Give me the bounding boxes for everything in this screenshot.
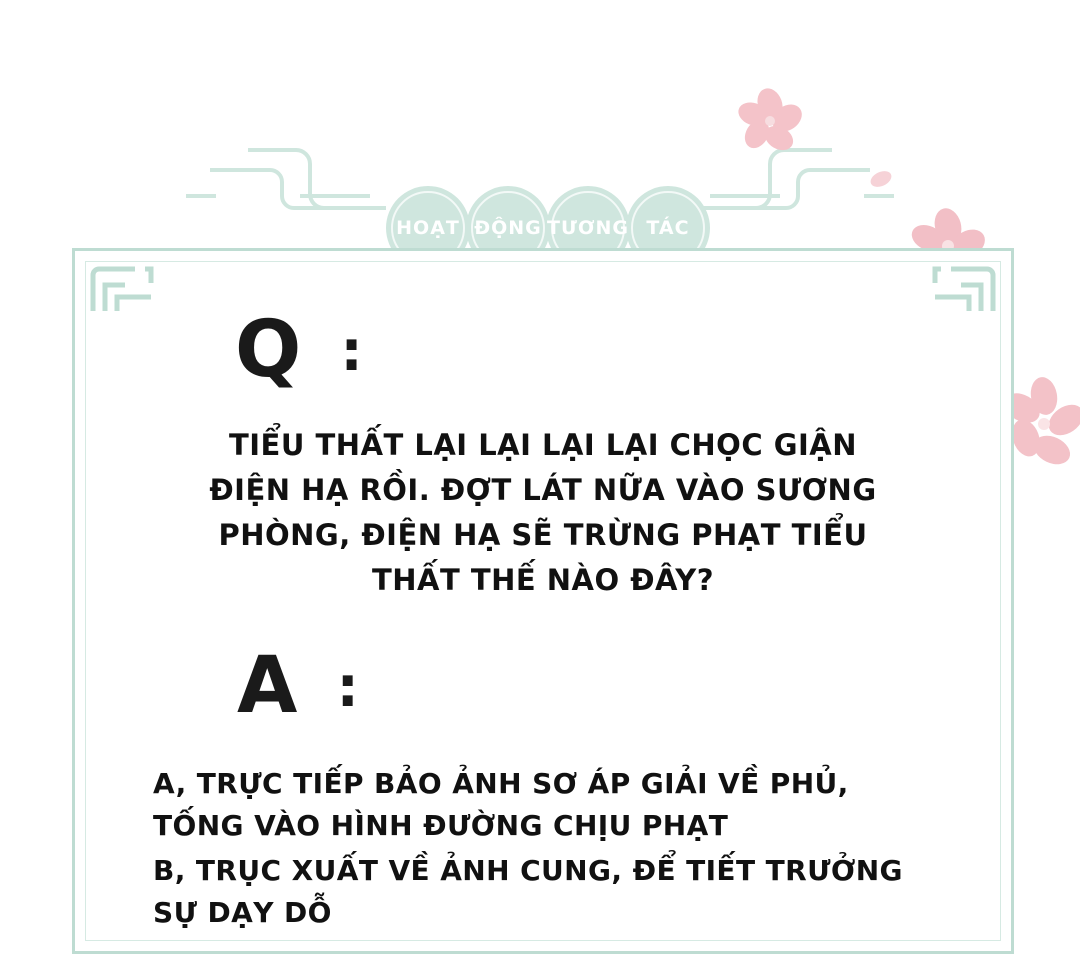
cherry-blossom-center-right-icon [1006, 372, 1080, 482]
banner-word-4-label: TÁC [646, 217, 690, 239]
cherry-blossom-small-right-icon [868, 166, 894, 192]
answer-colon: : [336, 654, 359, 720]
header-banner [0, 78, 1080, 239]
banner-word-2-label: ĐỘNG [474, 217, 542, 239]
answer-letter: A [237, 640, 298, 731]
answer-option-b[interactable]: B, TRỤC XUẤT VỀ ẢNH CUNG, ĐỂ TIẾT TRƯỞNG SỰ DẠY DỖ [153, 853, 903, 930]
qa-content [75, 251, 1011, 951]
question-heading-row [235, 305, 941, 395]
answer-heading-row [237, 640, 941, 731]
question-letter: Q [235, 305, 302, 395]
question-text: TIỂU THẤT LẠI LẠI LẠI LẠI CHỌC GIẬN ĐIỆN HẠ RỒI. ĐỢT LÁT NỮA VÀO SƯƠNG PHÒNG, ĐIỆN HẠ SẼ TRỪNG PHẠT TIỂU THẤT THẾ NÀO ĐÂY? [209, 428, 877, 597]
answer-option-a[interactable]: A, TRỰC TIẾP BẢO ẢNH SƠ ÁP GIẢI VỀ PHỦ, TỐNG VÀO HÌNH ĐƯỜNG CHỊU PHẠT [153, 766, 849, 843]
banner-word-1-label: HOẠT [396, 217, 460, 239]
question-colon: : [340, 319, 363, 384]
cherry-blossom-top-right-icon [735, 86, 805, 156]
qa-card [72, 248, 1014, 954]
answer-options [145, 763, 941, 935]
banner-word-3-label: TƯƠNG [547, 217, 629, 239]
